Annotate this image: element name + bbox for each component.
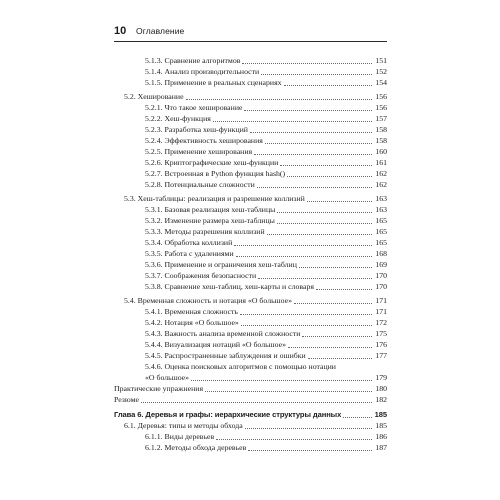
toc-leader-dots bbox=[234, 245, 372, 246]
toc-leader-dots bbox=[245, 428, 372, 429]
toc-entry bbox=[124, 193, 387, 204]
toc-entry-page: 185 bbox=[374, 410, 387, 419]
toc-leader-dots bbox=[248, 450, 372, 451]
toc-entry-page: 161 bbox=[375, 158, 387, 167]
toc-entry bbox=[145, 179, 387, 190]
toc-entry-title: 5.4.6. Оценка поисковых алгоритмов с помощью нотации bbox=[145, 362, 336, 371]
toc-entry-title: Резюме bbox=[114, 395, 139, 404]
toc-leader-dots bbox=[244, 110, 372, 111]
toc-entry bbox=[145, 317, 387, 328]
toc-entry bbox=[145, 124, 387, 135]
toc-entry-title: 5.3.5. Работа с удалениями bbox=[145, 249, 234, 258]
toc-leader-dots bbox=[265, 143, 372, 144]
toc-entry-title: 5.4. Временная сложность и нотация «О большое» bbox=[124, 296, 292, 305]
toc-entry-title: 5.4.5. Распространенные заблуждения и ошибки bbox=[145, 351, 306, 360]
toc-entry-page: 176 bbox=[375, 340, 387, 349]
toc-leader-dots bbox=[141, 402, 372, 403]
toc-entry-title: «О большое» bbox=[145, 373, 190, 382]
toc-entry bbox=[124, 420, 387, 431]
toc-entry-title: Глава 6. Деревья и графы: иерархические структуры данных bbox=[114, 410, 342, 419]
toc-entry bbox=[114, 409, 387, 420]
toc-entry-page: 162 bbox=[375, 169, 387, 178]
toc-entry-title: 5.2.7. Встроенная в Python функция hash() bbox=[145, 169, 286, 178]
toc-leader-dots bbox=[258, 278, 372, 279]
toc-entry-page: 170 bbox=[375, 282, 387, 291]
toc-leader-dots bbox=[299, 267, 372, 268]
toc-entry-page: 158 bbox=[375, 125, 387, 134]
toc-entry-page: 180 bbox=[375, 384, 387, 393]
toc-entry-page: 152 bbox=[375, 67, 387, 76]
toc-entry bbox=[145, 157, 387, 168]
toc-leader-dots bbox=[257, 187, 372, 188]
page-header bbox=[114, 24, 387, 38]
toc-entry-title: 5.2.5. Применение хеширования bbox=[145, 147, 253, 156]
toc-entry-title: 5.1.5. Применение в реальных сценариях bbox=[145, 78, 282, 87]
toc-entry bbox=[145, 204, 387, 215]
toc-leader-dots bbox=[316, 289, 372, 290]
toc-entry-page: 163 bbox=[375, 194, 387, 203]
toc-leader-dots bbox=[308, 358, 372, 359]
toc-leader-dots bbox=[236, 256, 372, 257]
toc-leader-dots bbox=[307, 201, 372, 202]
toc-entry-title: 5.3.7. Соображения безопасности bbox=[145, 271, 257, 280]
toc-entry-title: 5.2.2. Хеш-функция bbox=[145, 114, 211, 123]
toc-leader-dots bbox=[277, 212, 372, 213]
toc-entry bbox=[145, 55, 387, 66]
toc-entry bbox=[114, 394, 387, 405]
toc-entry bbox=[145, 259, 387, 270]
toc-entry-page: 185 bbox=[375, 421, 387, 430]
toc-entry-page: 171 bbox=[375, 307, 387, 316]
toc-entry-page: 160 bbox=[375, 147, 387, 156]
toc-leader-dots bbox=[302, 336, 372, 337]
toc-entry bbox=[145, 372, 387, 383]
toc-leader-dots bbox=[284, 85, 372, 86]
toc-leader-dots bbox=[294, 303, 372, 304]
toc-leader-dots bbox=[280, 165, 372, 166]
toc-entry bbox=[145, 281, 387, 292]
toc-entry-title: 5.3.8. Сравнение хеш-таблиц, хеш-карты и словаря bbox=[145, 282, 314, 291]
toc-entry bbox=[124, 91, 387, 102]
toc-entry-page: 158 bbox=[375, 136, 387, 145]
toc-entry-title: 5.4.2. Нотация «О большое» bbox=[145, 318, 239, 327]
toc-leader-dots bbox=[261, 74, 372, 75]
toc-leader-dots bbox=[343, 417, 372, 418]
toc-entry-title: Практические упражнения bbox=[114, 384, 204, 393]
toc-leader-dots bbox=[191, 380, 372, 381]
toc-leader-dots bbox=[288, 347, 372, 348]
toc-entry bbox=[145, 306, 387, 317]
toc-leader-dots bbox=[216, 439, 372, 440]
toc-entry bbox=[145, 102, 387, 113]
toc-entry bbox=[145, 270, 387, 281]
toc-entry bbox=[114, 383, 387, 394]
running-title: Оглавление bbox=[136, 26, 185, 36]
toc-entry-title: 6.1.2. Методы обхода деревьев bbox=[145, 443, 247, 452]
toc-entry-page: 156 bbox=[375, 92, 387, 101]
toc-entry-page: 156 bbox=[375, 103, 387, 112]
toc-leader-dots bbox=[287, 176, 372, 177]
toc-entry bbox=[145, 135, 387, 146]
toc-leader-dots bbox=[205, 391, 372, 392]
toc-entry-page: 168 bbox=[375, 249, 387, 258]
toc-entry bbox=[145, 431, 387, 442]
toc-entry bbox=[145, 215, 387, 226]
toc-entry bbox=[145, 328, 387, 339]
toc-entry-page: 179 bbox=[375, 373, 387, 382]
toc-entry-title: 5.2. Хеширование bbox=[124, 92, 184, 101]
toc-entry-page: 182 bbox=[375, 395, 387, 404]
toc-entry bbox=[145, 350, 387, 361]
toc-entry-page: 170 bbox=[375, 271, 387, 280]
toc-entry-page: 172 bbox=[375, 318, 387, 327]
toc-entry-page: 151 bbox=[375, 56, 387, 65]
toc-entry-title: 5.1.4. Анализ производительности bbox=[145, 67, 260, 76]
toc-entry-page: 175 bbox=[375, 329, 387, 338]
toc-entry-title: 6.1.1. Виды деревьев bbox=[145, 432, 215, 441]
page-number: 10 bbox=[114, 25, 127, 37]
toc-leader-dots bbox=[242, 63, 372, 64]
toc-entry bbox=[145, 339, 387, 350]
toc-entry-title: 5.2.8. Потенциальные сложности bbox=[145, 180, 255, 189]
toc-entry-page: 165 bbox=[375, 227, 387, 236]
toc-entry bbox=[145, 168, 387, 179]
toc-entry-title: 5.2.4. Эффективность хеширования bbox=[145, 136, 263, 145]
toc-entry bbox=[145, 226, 387, 237]
toc-entry-page: 187 bbox=[375, 443, 387, 452]
toc-entry-title: 5.2.6. Криптографические хеш-функции bbox=[145, 158, 279, 167]
toc-entry bbox=[145, 361, 387, 372]
toc-leader-dots bbox=[250, 132, 372, 133]
toc-entry-title: 5.3.3. Методы разрешения коллизий bbox=[145, 227, 265, 236]
header-rule bbox=[114, 41, 387, 42]
toc-leader-dots bbox=[277, 223, 372, 224]
toc-entry-title: 5.2.1. Что такое хеширование bbox=[145, 103, 243, 112]
toc-leader-dots bbox=[213, 121, 372, 122]
toc-entry-title: 5.3.2. Изменение размера хеш-таблицы bbox=[145, 216, 275, 225]
toc-entry-title: 6.1. Деревья: типы и методы обхода bbox=[124, 421, 243, 430]
toc-entry-title: 5.2.3. Разработка хеш-функций bbox=[145, 125, 248, 134]
toc-leader-dots bbox=[240, 314, 372, 315]
toc-leader-dots bbox=[267, 234, 372, 235]
toc-entry-title: 5.4.3. Важность анализа временной сложности bbox=[145, 329, 301, 338]
toc-entry-page: 177 bbox=[375, 351, 387, 360]
toc-entry bbox=[145, 66, 387, 77]
toc-entry bbox=[145, 113, 387, 124]
toc-entry-page: 171 bbox=[375, 296, 387, 305]
toc-entry-title: 5.3.6. Применение и ограничения хеш-таблиц bbox=[145, 260, 297, 269]
toc-entry-title: 5.3.4. Обработка коллизий bbox=[145, 238, 233, 247]
toc-entry bbox=[145, 237, 387, 248]
toc-entry-page: 165 bbox=[375, 238, 387, 247]
toc-leader-dots bbox=[254, 154, 372, 155]
toc-entry-page: 154 bbox=[375, 78, 387, 87]
toc-entry-title: 5.3.1. Базовая реализация хеш-таблицы bbox=[145, 205, 276, 214]
toc-entry-title: 5.4.4. Визуализация нотаций «О большое» bbox=[145, 340, 287, 349]
toc-entry bbox=[145, 146, 387, 157]
toc-entry-page: 163 bbox=[375, 205, 387, 214]
toc-entry bbox=[145, 77, 387, 88]
toc-entry-title: 5.3. Хеш-таблицы: реализация и разрешение коллизий bbox=[124, 194, 305, 203]
toc-entry-page: 165 bbox=[375, 216, 387, 225]
toc-entry bbox=[124, 295, 387, 306]
toc-entry-page: 186 bbox=[375, 432, 387, 441]
toc-entry-title: 5.4.1. Временная сложность bbox=[145, 307, 238, 316]
toc-entry-title: 5.1.3. Сравнение алгоритмов bbox=[145, 56, 241, 65]
toc-leader-dots bbox=[241, 325, 372, 326]
toc-entry-page: 157 bbox=[375, 114, 387, 123]
toc-entry-page: 162 bbox=[375, 180, 387, 189]
toc-leader-dots bbox=[186, 99, 372, 100]
toc-entry-page: 169 bbox=[375, 260, 387, 269]
toc-entry bbox=[145, 442, 387, 453]
toc-entry bbox=[145, 248, 387, 259]
